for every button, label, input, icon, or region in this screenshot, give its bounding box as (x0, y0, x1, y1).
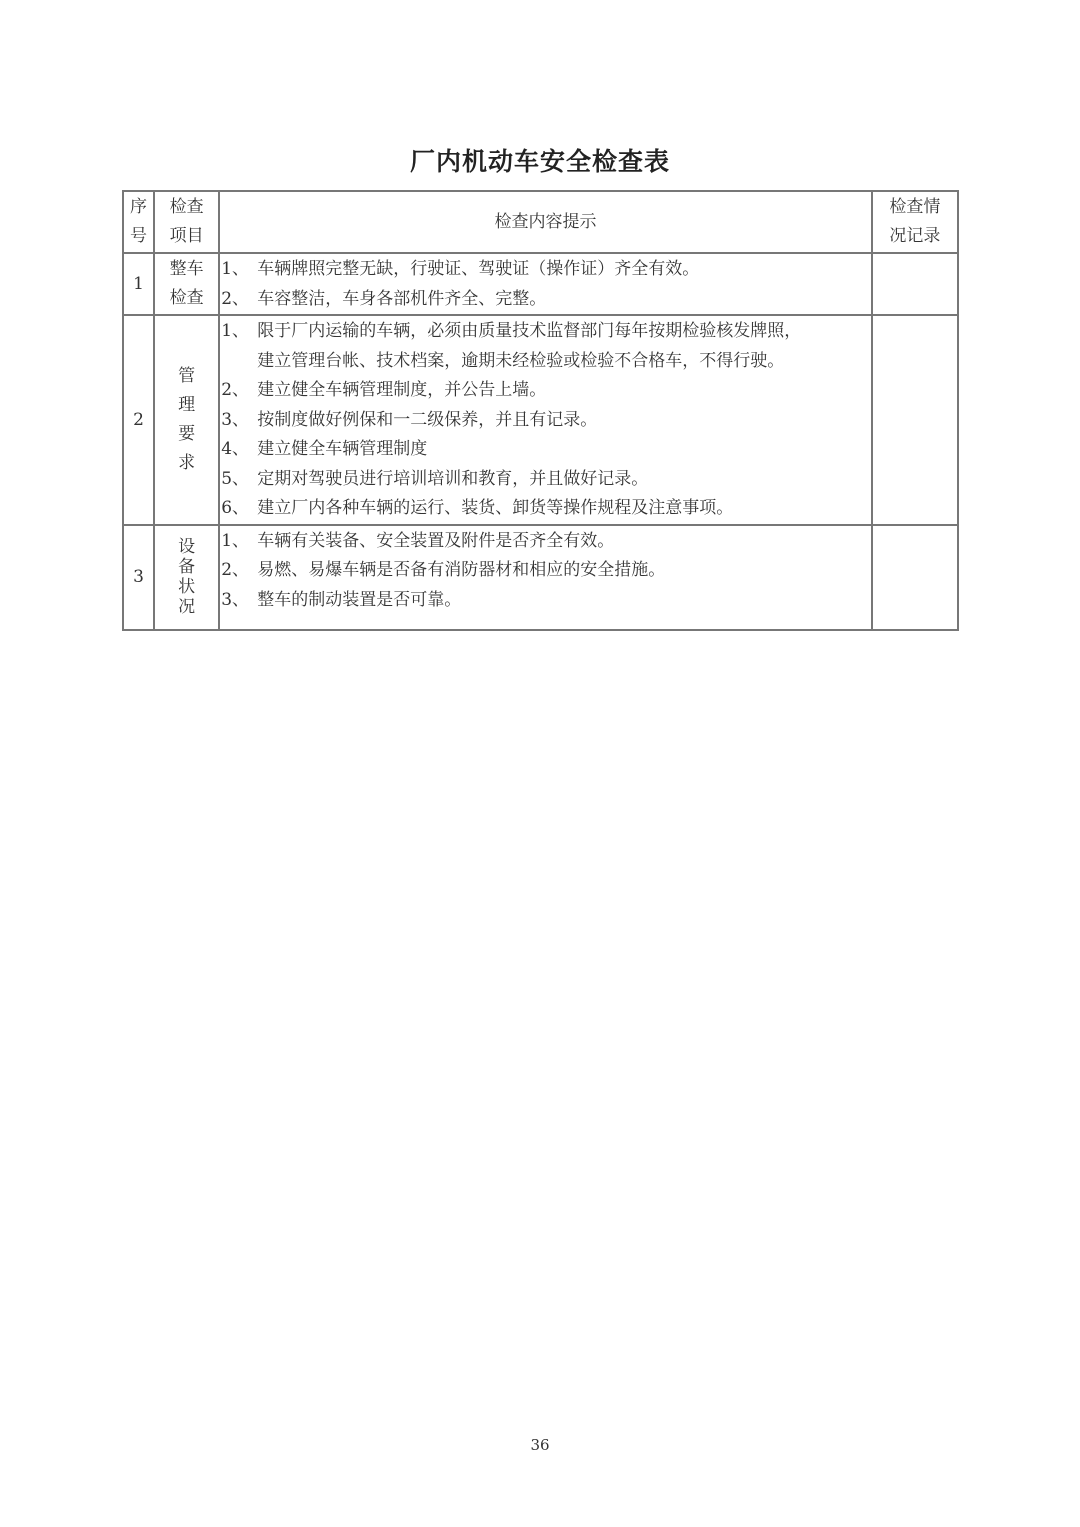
table-row (123, 253, 958, 315)
list-item: 1、 限于厂内运输的车辆，必须由质量技术监督部门每年按期检验核发牌照， 建立管理台帐、技术档案，逾期未经检验或检验不合格车，不得行驶。 (221, 321, 802, 371)
header-record: 检查情 况记录 (872, 191, 958, 253)
list-item: 2、 易燃、易爆车辆是否备有消防器材和相应的安全措施。 (221, 560, 666, 580)
row-item: 设 备 状 况 (154, 525, 219, 630)
list-item: 2、 建立健全车辆管理制度，并公告上墙。 (221, 380, 547, 400)
safety-check-table (122, 190, 959, 631)
row-number: 2 (123, 315, 154, 525)
row-record (872, 525, 958, 630)
list-item: 5、 定期对驾驶员进行培训培训和教育，并且做好记录。 (221, 468, 649, 489)
row-item: 管 理 要 求 (154, 315, 219, 525)
table-row (123, 315, 958, 525)
list-item: 3、 整车的制动装置是否可靠。 (221, 589, 462, 610)
row-content (219, 315, 872, 525)
list-item: 1、 车辆牌照完整无缺，行驶证、驾驶证（操作证）齐全有效。 (221, 259, 700, 279)
row-number: 3 (123, 525, 154, 630)
row-number: 1 (123, 253, 154, 315)
list-item: 1、 车辆有关装备、安全装置及附件是否齐全有效。 (221, 530, 615, 551)
list-item: 4、 建立健全车辆管理制度 (221, 439, 428, 459)
row-record (872, 253, 958, 315)
header-content: 检查内容提示 (219, 191, 872, 253)
row-content (219, 525, 872, 630)
header-item: 检查 项目 (154, 191, 219, 253)
list-item: 6、 建立厂内各种车辆的运行、装货、卸货等操作规程及注意事项。 (221, 498, 734, 518)
row-content (219, 253, 872, 315)
page-number: 36 (530, 1436, 550, 1454)
list-item: 2、 车容整洁，车身各部机件齐全、完整。 (221, 288, 547, 309)
page-title: 厂内机动车安全检查表 (409, 147, 670, 176)
row-item: 整车 检查 (154, 253, 219, 315)
table-header-row (123, 191, 958, 253)
header-no: 序 号 (123, 191, 154, 253)
row-record (872, 315, 958, 525)
list-item: 3、 按制度做好例保和一二级保养，并且有记录。 (221, 409, 598, 430)
table-row (123, 525, 958, 630)
